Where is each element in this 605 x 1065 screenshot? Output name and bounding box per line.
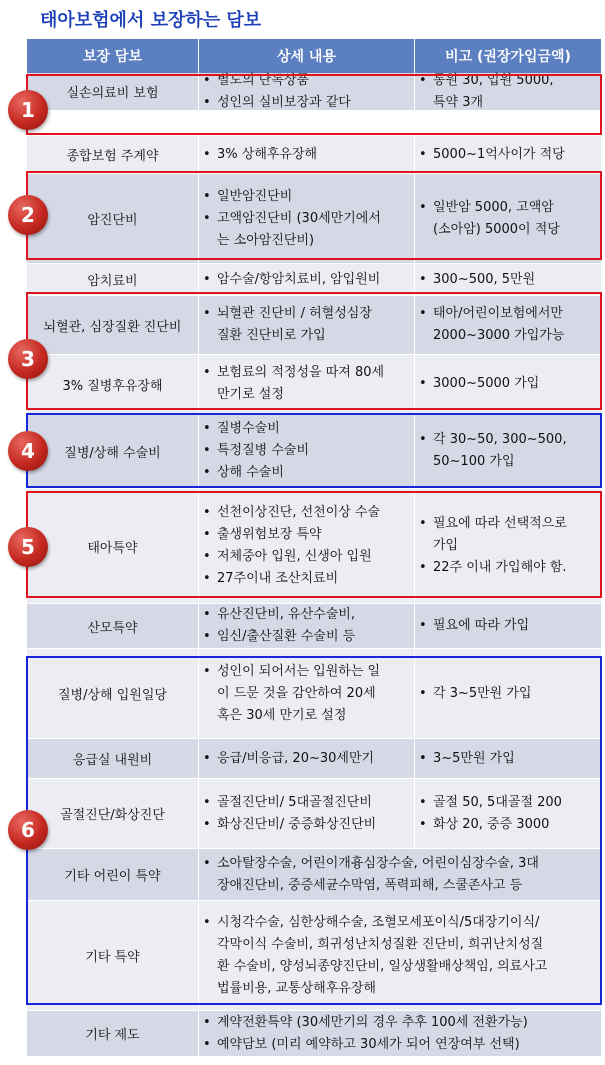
bullet-text: 임신/출산질환 수술비 등 <box>217 629 356 644</box>
bullet-text: 5000~1억사이가 적당 <box>433 146 565 162</box>
coverage-name: 기타 제도 <box>27 1011 199 1056</box>
bullet-text: 특약 3개 <box>433 94 484 110</box>
bullet-text: 유산진단비, 유산수술비, <box>217 607 355 622</box>
bullet-icon: • <box>203 421 211 436</box>
bullet-icon: • <box>203 549 211 564</box>
bullet-text: 암수술/항암치료비, 암입원비 <box>217 271 381 287</box>
table-row <box>27 1011 601 1057</box>
bullet-icon: • <box>419 376 427 391</box>
bullet-text: 고액암진단비 (30세만기에서 <box>217 210 381 226</box>
bullet-icon: • <box>203 505 211 520</box>
coverage-name: 질병/상해 수술비 <box>27 414 199 488</box>
coverage-name: 암치료비 <box>27 264 199 295</box>
bullet-text: 필요에 따라 선택적으로 <box>433 516 567 531</box>
bullet-icon: • <box>419 560 427 575</box>
bullet-icon: • <box>419 685 427 701</box>
bullet-text: 2000~3000 가입가능 <box>433 328 565 343</box>
highlight-box-6 <box>26 656 602 1005</box>
bullet-icon: • <box>203 1014 211 1030</box>
bullet-icon: • <box>419 271 427 287</box>
bullet-text: 시청각수술, 심한상해수술, 조혈모세포이식/5대장기이식/ <box>217 914 540 930</box>
bullet-text: 뇌혈관 진단비 / 허혈성심장 <box>217 306 372 321</box>
header-details: 상세 내용 <box>199 39 415 73</box>
bullet-text: 상해 수술비 <box>217 465 284 480</box>
bullet-icon: • <box>203 571 211 586</box>
bullet-icon: • <box>203 794 211 810</box>
table-header <box>27 39 601 73</box>
bullet-text: 27주이내 조산치료비 <box>217 571 339 586</box>
detail-cell-wide <box>199 1011 601 1056</box>
bullet-icon: • <box>203 914 211 930</box>
notes-cell <box>415 264 601 295</box>
header-coverage: 보장 담보 <box>27 39 199 73</box>
bullet-line <box>419 615 597 637</box>
bullet-line <box>203 1012 597 1034</box>
bullet-text: 보험료의 적정성을 따져 80세 <box>217 365 385 380</box>
bullet-icon: • <box>203 72 211 88</box>
bullet-text: 태아/어린이보험에서만 <box>433 306 563 321</box>
bullet-text: 일반암 5000, 고액암 <box>433 199 554 215</box>
bullet-text: 50~100 가입 <box>433 454 515 469</box>
bullet-line <box>203 604 410 626</box>
bullet-text: 각 3~5만원 가입 <box>433 685 532 701</box>
coverage-name: 골절진단/화상진단 <box>27 779 199 848</box>
bullet-text: 예약담보 (미리 예약하고 30세가 되어 연장여부 선택) <box>217 1036 520 1052</box>
bullet-text: 성인이 되어서는 입원하는 일 <box>217 663 381 679</box>
bullet-text: 통원 30, 입원 5000, <box>433 72 554 88</box>
bullet-line <box>203 269 410 291</box>
bullet-icon: • <box>203 816 211 832</box>
page-title: 태아보험에서 보장하는 담보 <box>40 10 262 31</box>
bullet-icon: • <box>203 365 211 380</box>
bullet-icon: • <box>203 750 211 766</box>
highlight-box-2 <box>26 171 602 260</box>
detail-cell <box>199 136 415 173</box>
bullet-text: 3% 상해후유장해 <box>217 146 318 162</box>
coverage-name: 질병/상해 입원일당 <box>27 649 199 738</box>
coverage-name: 기타 어린이 특약 <box>27 849 199 900</box>
number-badge-4: 4 <box>8 431 48 471</box>
bullet-icon: • <box>419 516 427 531</box>
bullet-text: 질병수술비 <box>217 421 280 436</box>
bullet-text: 골절 50, 5대골절 200 <box>433 794 562 810</box>
number-badge-2: 2 <box>8 195 48 235</box>
bullet-line <box>419 144 597 166</box>
bullet-text: 22주 이내 가입해야 함. <box>433 560 567 575</box>
number-badge-5: 5 <box>8 527 48 567</box>
table-row <box>27 136 601 174</box>
bullet-icon: • <box>203 607 211 622</box>
bullet-icon: • <box>203 146 211 162</box>
bullet-icon: • <box>419 146 427 162</box>
bullet-text: 이 드문 것을 감안하여 20세 <box>217 685 376 701</box>
bullet-icon: • <box>203 855 211 871</box>
bullet-text: 계약전환특약 (30세만기의 경우 추후 100세 전환가능) <box>217 1014 528 1030</box>
bullet-line <box>203 144 410 166</box>
bullet-icon: • <box>203 465 211 480</box>
bullet-text: 장애진단비, 중증세균수막염, 폭력피해, 스쿨존사고 등 <box>217 877 523 893</box>
bullet-icon: • <box>419 432 427 447</box>
header-notes: 비고 (권장가입금액) <box>445 49 571 65</box>
bullet-text: 화상진단비/ 중증화상진단비 <box>217 816 377 832</box>
bullet-text: 특정질병 수술비 <box>217 443 310 458</box>
number-badge-3: 3 <box>8 339 48 379</box>
bullet-icon: • <box>203 527 211 542</box>
bullet-icon: • <box>203 443 211 458</box>
bullet-icon: • <box>203 306 211 321</box>
bullet-text: 질환 진단비로 가입 <box>217 328 326 343</box>
bullet-text: 저체중아 입원, 신생아 입원 <box>217 549 372 564</box>
highlight-box-4 <box>26 413 602 488</box>
bullet-icon: • <box>419 816 427 832</box>
bullet-icon: • <box>203 663 211 679</box>
bullet-text: 가입 <box>433 538 459 553</box>
coverage-name: 종합보험 주계약 <box>27 136 199 173</box>
bullet-text: 법률비용, 교통상해후유장해 <box>217 980 376 996</box>
bullet-text: 필요에 따라 가입 <box>433 618 530 633</box>
bullet-line <box>419 269 597 291</box>
bullet-text: 만기로 설정 <box>217 387 284 402</box>
coverage-name: 산모특약 <box>27 604 199 648</box>
bullet-icon: • <box>419 199 427 215</box>
bullet-text: 골절진단비/ 5대골절진단비 <box>217 794 372 810</box>
bullet-text: 응급/비응급, 20~30세만기 <box>217 750 375 766</box>
bullet-icon: • <box>203 271 211 287</box>
bullet-text: 출생위험보장 특약 <box>217 527 322 542</box>
coverage-name: 실손의료비 보험 <box>27 73 199 110</box>
bullet-icon: • <box>419 306 427 321</box>
bullet-text: 혹은 30세 만기로 설정 <box>217 707 347 723</box>
highlight-box-3 <box>26 292 602 410</box>
notes-cell <box>415 136 601 173</box>
bullet-text: 화상 20, 중증 3000 <box>433 816 550 832</box>
number-badge-6: 6 <box>8 810 48 850</box>
detail-cell <box>199 604 415 648</box>
bullet-line <box>203 626 410 648</box>
bullet-text: 환 수술비, 양성뇌종양진단비, 일상생활배상책임, 의료사고 <box>217 958 548 974</box>
notes-cell <box>415 604 601 648</box>
coverage-name: 응급실 내원비 <box>27 739 199 778</box>
highlight-box-1 <box>26 74 602 135</box>
bullet-icon: • <box>203 1036 211 1052</box>
bullet-text: 3~5만원 가입 <box>433 750 515 766</box>
bullet-icon: • <box>419 618 427 633</box>
bullet-text: 일반암진단비 <box>217 188 293 204</box>
coverage-name: 3% 질병후유장해 <box>27 355 199 413</box>
coverage-name: 태아특약 <box>27 489 199 603</box>
bullet-icon: • <box>203 188 211 204</box>
highlight-box-5 <box>26 491 602 598</box>
coverage-name: 암진단비 <box>27 174 199 263</box>
bullet-text: 3000~5000 가입 <box>433 376 540 391</box>
detail-cell <box>199 264 415 295</box>
bullet-text: 성인의 실비보장과 같다 <box>217 94 351 110</box>
bullet-text: (소아암) 5000이 적당 <box>433 221 560 237</box>
bullet-line <box>203 1034 597 1056</box>
table-row <box>27 604 601 649</box>
bullet-text: 각막이식 수술비, 희귀성난치성질환 진단비, 희귀난치성질 <box>217 936 544 952</box>
coverage-name: 기타 특약 <box>27 901 199 1010</box>
number-badge-1: 1 <box>8 90 48 130</box>
bullet-text: 300~500, 5만원 <box>433 271 536 287</box>
bullet-text: 는 소아암진단비) <box>217 232 315 248</box>
bullet-icon: • <box>419 72 427 88</box>
bullet-text: 선천이상진단, 선천이상 수술 <box>217 505 381 520</box>
bullet-icon: • <box>419 750 427 766</box>
bullet-icon: • <box>419 794 427 810</box>
bullet-text: 각 30~50, 300~500, <box>433 432 567 447</box>
coverage-name: 뇌혈관, 심장질환 진단비 <box>27 296 199 354</box>
bullet-text: 소아탈장수술, 어린이개흉심장수술, 어린이심장수술, 3대 <box>217 855 539 871</box>
bullet-text: 별도의 단독상품 <box>217 72 310 88</box>
bullet-icon: • <box>203 210 211 226</box>
bullet-icon: • <box>203 629 211 644</box>
bullet-icon: • <box>203 94 211 110</box>
